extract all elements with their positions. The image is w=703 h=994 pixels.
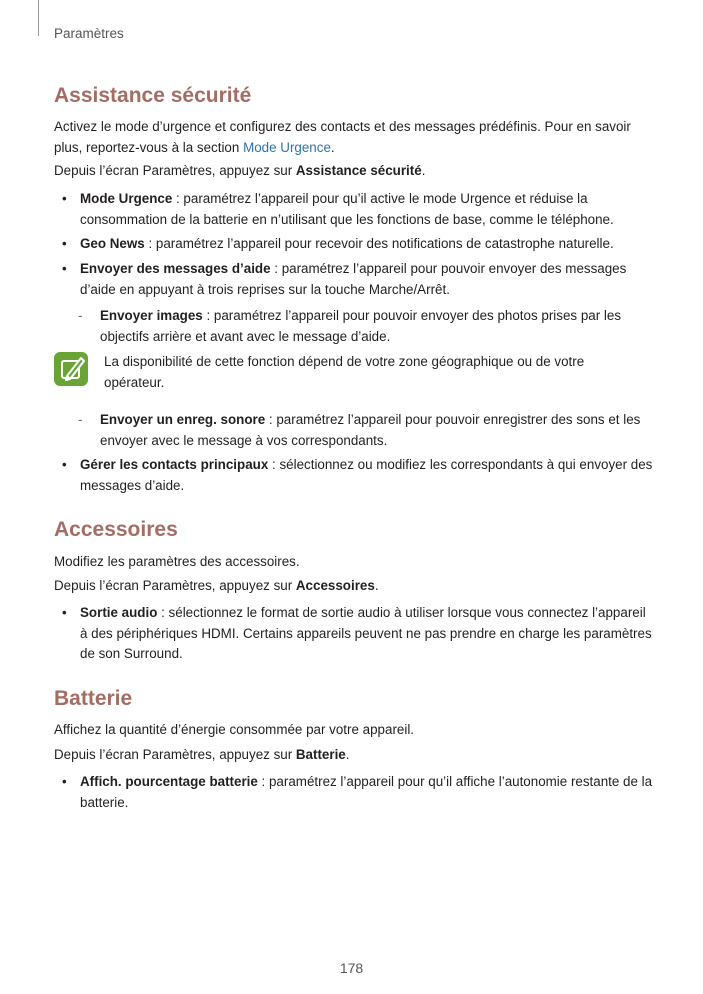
sub-list-item [100,410,655,451]
securite-path-end: . [421,163,426,178]
accessoires-path-end: . [374,578,379,593]
item-term: Geo News [80,236,145,251]
item-term: Gérer les contacts principaux [80,457,269,472]
section-title-accessoires: Accessoires [54,518,178,541]
list-item [80,234,655,255]
securite-path-text: Depuis l’écran Paramètres, appuyez sur [54,163,296,178]
item-term: Sortie audio [80,605,158,620]
list-item [80,259,655,300]
batterie-path-text: Depuis l’écran Paramètres, appuyez sur [54,747,296,762]
item-text: : paramétrez l’appareil pour pouvoir envoyer des messages d’aide en appuyant à trois reprises sur la touche Marche/Arrêt. [80,261,627,297]
bullet: • [62,605,67,620]
item-text: : paramétrez l’appareil pour qu’il active le mode Urgence et réduise la consommation de la batterie en n’utilisant que les fonctions de base, comme le téléphone. [80,191,614,227]
item-term: Envoyer des messages d’aide [80,261,271,276]
securite-intro-end: . [330,139,335,155]
securite-intro [54,117,654,158]
sub-item-term: Envoyer un enreg. sonore [100,412,266,427]
batterie-intro: Affichez la quantité d’énergie consommée par votre appareil. [54,722,415,737]
item-text: : sélectionnez ou modifiez les correspondants à qui envoyer des messages d’aide. [80,457,653,493]
securite-path-bold: Assistance sécurité [295,163,422,178]
sub-item-text: : paramétrez l’appareil pour pouvoir envoyer des photos prises par les objectifs arrière et avant avec le message d’aide. [100,308,622,344]
section-title-securite: Assistance sécurité [54,84,252,107]
accessoires-path [54,576,654,597]
header-title: Paramètres [54,26,124,41]
list-item [80,455,655,496]
item-text: : paramétrez l’appareil pour recevoir des notifications de catastrophe naturelle. [144,236,614,251]
accessoires-path-text: Depuis l’écran Paramètres, appuyez sur [54,578,296,593]
batterie-path [54,745,654,766]
item-term: Affich. pourcentage batterie [80,774,258,789]
dash-marker: - [78,412,83,427]
section-title-batterie: Batterie [54,687,133,710]
item-text: : sélectionnez le format de sortie audio à utiliser lorsque vous connectez l’appareil à des périphériques HDMI. Certains appareils peuvent ne pas prendre en charge les paramètres de son Surround. [80,605,652,661]
list-item [80,189,655,230]
batterie-path-end: . [345,747,350,762]
header-rule [38,0,39,36]
page-number: 178 [339,960,364,976]
batterie-path-bold: Batterie [295,747,346,762]
note-text: La disponibilité de cette fonction dépend de votre zone géographique ou de votre opérateur. [104,354,585,390]
bullet: • [62,261,67,276]
accessoires-path-bold: Accessoires [295,578,375,593]
note-pencil-icon [54,352,88,386]
accessoires-intro: Modifiez les paramètres des accessoires. [54,554,300,569]
list-item [80,772,655,813]
bullet: • [62,457,67,472]
sub-item-term: Envoyer images [100,308,203,323]
bullet: • [62,236,67,251]
sub-list-item [100,306,655,347]
list-item [80,603,655,665]
dash-marker: - [78,308,83,323]
item-text: : paramétrez l’appareil pour qu’il affiche l’autonomie restante de la batterie. [80,774,653,810]
mode-urgence-link[interactable]: Mode Urgence [243,139,331,155]
bullet: • [62,774,67,789]
securite-intro-text: Activez le mode d’urgence et configurez des contacts et des messages prédéfinis. Pour en savoir plus, reportez-vous à la section [54,119,631,155]
sub-item-text: : paramétrez l’appareil pour pouvoir enregistrer des sons et les envoyer avec le message à vos correspondants. [100,412,641,448]
bullet: • [62,191,67,206]
securite-path [54,161,654,182]
item-term: Mode Urgence [80,191,173,206]
